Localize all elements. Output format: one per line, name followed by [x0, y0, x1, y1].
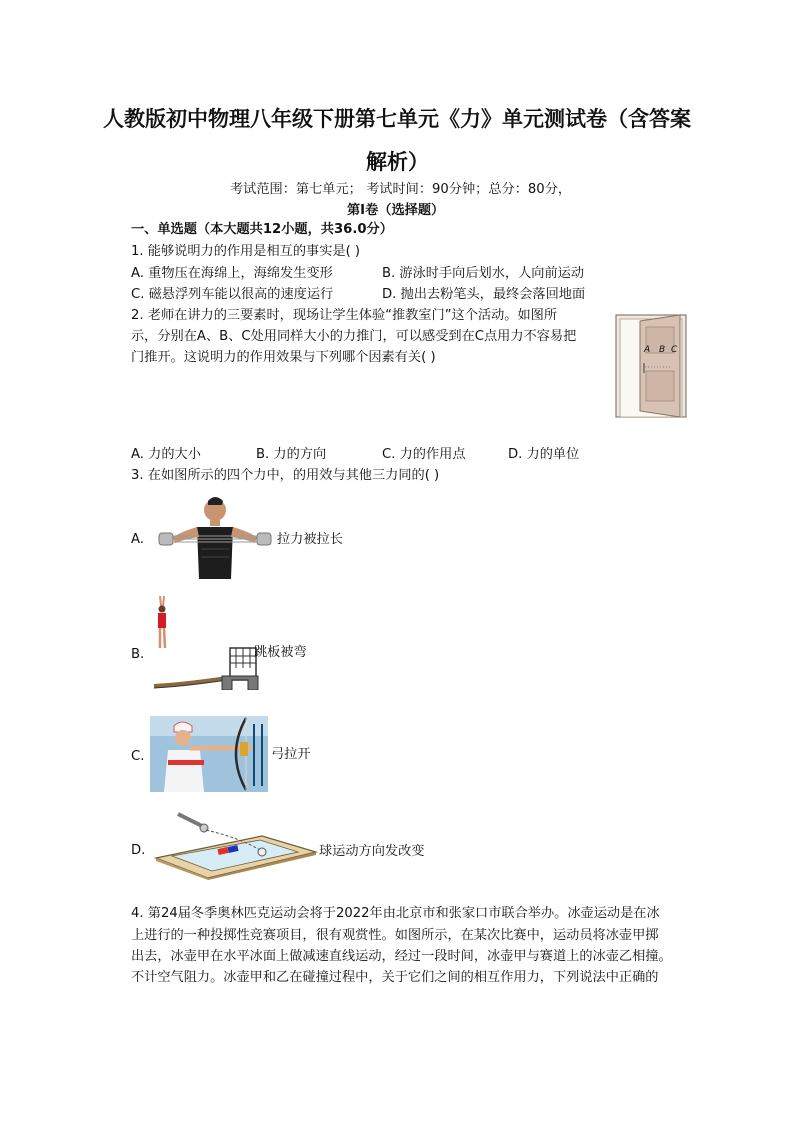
chest-expander-image: [153, 493, 273, 581]
option-d[interactable]: D. 抛出去粉笔头，最终会落回地面: [382, 287, 586, 302]
question-stem-line: 示，分别在A、B、C处用同样大小的力推门，可以感受到在C点用力不容易把: [131, 329, 577, 344]
question-stem-line: 门推开。这说明力的作用效果与下列哪个因素有关( ): [131, 350, 436, 365]
question-stem-line: 不计空气阻力。冰壶甲和乙在碰撞过程中，关于它们之间的相互作用力，下列说法中正确的: [131, 970, 659, 985]
option-d-letter[interactable]: D.: [131, 843, 146, 858]
option-b-caption: 跳板被弯: [254, 645, 307, 660]
option-c[interactable]: C. 磁悬浮列车能以很高的速度运行: [131, 287, 334, 302]
question-stem: 3. 在如图所示的四个力中，的用效与其他三力同的( ): [131, 468, 440, 483]
option-d-caption: 球运动方向发改变: [319, 844, 425, 859]
option-a-caption: 拉力被拉长: [277, 532, 343, 547]
page-title: 人教版初中物理八年级下册第七单元《力》单元测试卷（含答案: [103, 106, 691, 131]
option-b[interactable]: B. 力的方向: [256, 447, 327, 462]
ball-magnet-table-image: [150, 808, 318, 880]
archery-image: [150, 716, 268, 792]
door-label-b: B: [659, 345, 666, 355]
page-title-continued: 解析）: [366, 149, 429, 174]
question-stem: 1. 能够说明力的作用是相互的事实是( ): [131, 244, 361, 259]
option-b-letter[interactable]: B.: [131, 647, 145, 662]
volume-title: 第Ⅰ卷（选择题）: [347, 203, 445, 218]
section-title: 一、单选题（本大题共12小题，共36.0分）: [131, 222, 393, 237]
diving-board-image: [150, 596, 260, 690]
option-c-letter[interactable]: C.: [131, 749, 145, 764]
exam-info: 考试范围：第七单元； 考试时间：90分钟；总分：80分，: [230, 182, 572, 197]
question-stem-line: 4. 第24届冬季奥林匹克运动会将于2022年由北京市和张家口市联合举办。冰壶运动是在冰: [131, 906, 660, 921]
option-a-letter[interactable]: A.: [131, 532, 144, 547]
question-stem-line: 出去，冰壶甲在水平冰面上做减速直线运动，经过一段时间，冰壶甲与赛道上的冰壶乙相撞。: [131, 949, 672, 964]
question-stem-line: 2. 老师在讲力的三要素时，现场让学生体验“推教室门”这个活动。如图所: [131, 308, 558, 323]
option-a[interactable]: A. 力的大小: [131, 447, 201, 462]
option-d[interactable]: D. 力的单位: [508, 447, 580, 462]
door-label-c: C: [671, 345, 678, 355]
door-label-a: A: [644, 345, 651, 355]
option-a[interactable]: A. 重物压在海绵上，海绵发生变形: [131, 266, 333, 281]
option-c-caption: 弓拉开: [271, 747, 311, 762]
door-figure: [614, 313, 694, 421]
option-c[interactable]: C. 力的作用点: [382, 447, 466, 462]
question-stem-line: 上进行的一种投掷性竞赛项目，很有观赏性。如图所示，在某次比赛中，运动员将冰壶甲掷: [131, 928, 659, 943]
option-b[interactable]: B. 游泳时手向后划水，人向前运动: [382, 266, 585, 281]
